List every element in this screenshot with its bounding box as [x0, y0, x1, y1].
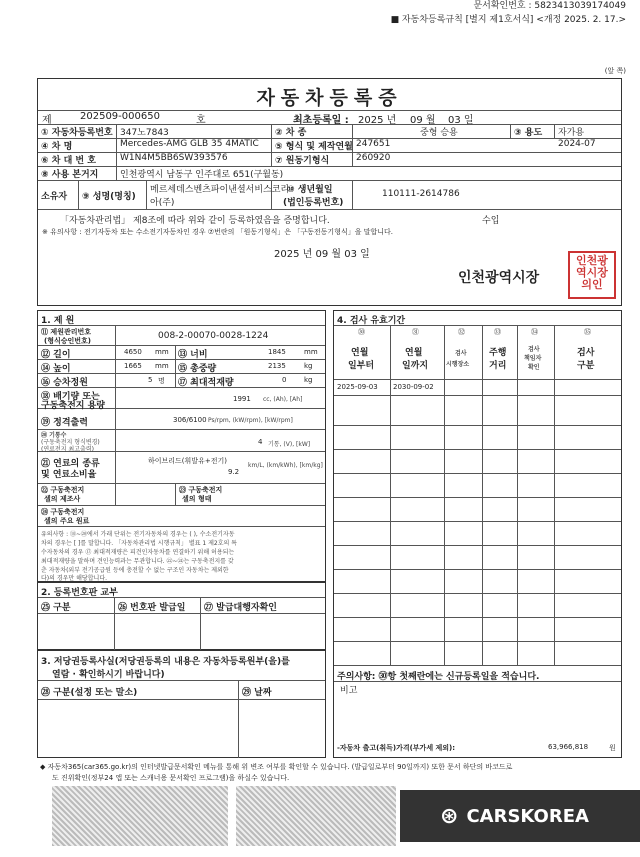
insp-h4: 주행 [489, 348, 507, 358]
disp-label: ⑱ 배기량 또는 [41, 392, 100, 402]
owner-name-line2: 아(주) [150, 198, 175, 208]
engine-label: ⑦ 원동기형식 [275, 156, 330, 166]
load-label: ⑰ 최대적재량 [178, 378, 234, 388]
insp-h4b: 거리 [489, 361, 507, 371]
bat-form-label: ㉓ 구동축전지 [179, 486, 223, 494]
cyl-unit: 기통, (V), [kW] [268, 441, 311, 448]
carskorea-logo-icon: ⊛ [440, 803, 459, 829]
form-code-value: 247651 [356, 139, 391, 149]
statement-line1: 「자동차관리법」 제8조에 따라 위와 같이 등록하였음을 증명합니다. [60, 216, 330, 226]
reg-no-value: 347노7843 [120, 128, 169, 138]
insp-h-num-3: ㉜ [458, 328, 465, 336]
insp-h-num-5: ㉞ [531, 328, 538, 336]
insp-h2: 연월 [405, 348, 423, 358]
fuel-value: 하이브리드(휘발유+전기) [148, 457, 227, 465]
plate-col-agent: ㉗ 발급대행자확인 [204, 603, 277, 613]
load-value: 0 [282, 376, 287, 384]
carskorea-brand: CARSKOREA [466, 805, 589, 827]
load-unit: kg [304, 376, 313, 384]
page-side: (앞 쪽) [604, 67, 626, 75]
insp-h1: 연월 [351, 348, 369, 358]
insp-h1b: 일부터 [348, 361, 375, 371]
power-unit: Ps/rpm, (kW/rpm), [kW/rpm] [208, 417, 293, 424]
weight-unit: kg [304, 362, 313, 370]
spec-note-5: 춘 자동차(외부 전기공급원 등에 충전할 수 없는 구조인 자동차는 제외한 [41, 567, 229, 574]
inspection-caution: 주의사항: ㉚항 첫째란에는 신규등록일을 적습니다. [337, 672, 540, 682]
rule-reference: ■ 자동차등록규칙 [별지 제1호서식] <개정 2025. 2. 17.> [390, 15, 626, 25]
spec-note-1: 유의사항 : ⑱~⑳에서 가래 단위는 전기자동차의 경우는 ( ), 수소전기자동 [41, 531, 235, 538]
owner-birth-label: ⑩ 생년월일 [287, 185, 333, 195]
weight-value: 2135 [268, 362, 286, 370]
doc-confirm-number: 문서확인번호 : 5823413039174049 [473, 1, 626, 11]
reg-no-label: ① 자동차등록번호 [41, 128, 113, 138]
engine-value: 260920 [356, 153, 391, 163]
carskorea-banner [400, 790, 640, 842]
first-reg-year: 2025 년 [358, 115, 397, 126]
fuel-unit: km/L, (km/kWh), [km/kg] [248, 462, 323, 469]
height-unit: mm [155, 362, 169, 370]
spec-note-3: 수자동차의 경우 ⑰ 최대적재량은 피견인자동차를 연결하기 위해 허용되는 [41, 549, 235, 556]
insp-h5: 검사 [528, 346, 540, 353]
first-reg-month: 09 월 [410, 115, 436, 126]
cert-no-label: 제 [42, 115, 52, 126]
cyl-label2: (구동축전지 형식변경) [41, 439, 100, 446]
owner-name-label: ⑨ 성명(명칭) [82, 192, 136, 202]
weight-label: ⑮ 총중량 [178, 364, 217, 374]
plate-section-title: 2. 등록번호판 교부 [41, 588, 118, 598]
footer-line1: ◆ 자동차365(car365.go.kr)의 인터넷발급문서확인 메뉴를 통해 위 변조 여부를 확인할 수 있습니다. (발급일로부터 90일까지) 또한 문서 하단의 바코드로 [40, 763, 513, 771]
insp-h2b: 일까지 [402, 361, 429, 371]
seats-label: ⑯ 승차정원 [41, 378, 88, 388]
price-label: -자동차 출고(취득)가격(부가세 제외): [337, 744, 456, 752]
width-unit: mm [304, 348, 318, 356]
approval-value: 008-2-00070-0028-1224 [158, 331, 269, 341]
issuer-name: 인천광역시장 [458, 270, 540, 286]
location-value: 인천광역시 남동구 인주대로 651(구월동) [120, 170, 284, 180]
spec-note-4: 최대적재량을 말하며 견인능력과는 무관합니다. ㉒~㉔는 구동축전지를 갖 [41, 558, 234, 565]
bat-maker-label2: 셀의 제조사 [44, 495, 81, 503]
width-label: ⑬ 너비 [178, 350, 208, 360]
power-label: ⑲ 정격출력 [41, 418, 88, 428]
cyl-value: 4 [258, 438, 263, 446]
owner-birth-label2: (법인등록번호) [283, 198, 344, 208]
form-date-value: 2024-07 [558, 139, 596, 149]
model-label: ④ 차 명 [41, 142, 73, 152]
insp-row1-to: 2030-09-02 [393, 383, 434, 391]
type-value: 중형 승용 [420, 128, 458, 138]
disp-value: 1991 [233, 395, 251, 403]
insp-h5b: 책임자 [524, 355, 542, 362]
inspection-box [333, 310, 622, 758]
insp-h6: 검사 [577, 348, 595, 358]
barcode-1 [52, 786, 228, 846]
remark-label: 비고 [340, 686, 358, 696]
insp-h3b: 시행장소 [446, 361, 470, 368]
bat-mat-label2: 셀의 주요 원료 [44, 517, 90, 525]
vin-label: ⑥ 차 대 번 호 [41, 156, 96, 166]
price-value: 63,966,818 [548, 743, 589, 751]
spec-section-title: 1. 제 원 [41, 316, 75, 326]
disp-unit: cc, (Ah), [Ah] [263, 396, 303, 403]
width-value: 1845 [268, 348, 286, 356]
lien-box [37, 650, 326, 758]
seats-unit: 명 [158, 377, 165, 385]
fuel-label2: 및 연료소비율 [41, 470, 97, 480]
spec-note-6: 다)의 경우만 해당합니다. [41, 575, 108, 582]
disp-label2: 구동축전지 용량 [41, 401, 105, 411]
use-label: ③ 용도 [514, 128, 543, 138]
height-label: ⑭ 높이 [41, 364, 71, 374]
plate-box [37, 582, 326, 650]
statement-line2: ※ 유의사항 : 전기자동차 또는 수소전기자동차인 경우 ⑦번란의 「원동기형식」은 「구동전동기형식」을 말합니다. [42, 228, 393, 236]
cert-no-suffix: 호 [196, 115, 206, 126]
issue-date: 2025 년 09 월 03 일 [274, 249, 370, 260]
lien-section-title: 3. 저당권등록사실(저당권등록의 내용은 자동차등록원부(을)를 [41, 657, 290, 667]
spec-box [37, 310, 326, 582]
owner-name-line1: 메르세데스벤츠파이낸셜서비스코리 [150, 185, 290, 195]
plate-col-issue-date: ㉖ 번호판 발급일 [118, 603, 186, 613]
location-label: ⑧ 사용 본거지 [41, 170, 99, 180]
price-unit: 원 [609, 744, 616, 752]
length-unit: mm [155, 348, 169, 356]
lien-col-date: ㉙ 날짜 [242, 688, 272, 698]
insp-h-num-6: ㉟ [584, 328, 591, 336]
form-year-label: ⑤ 형식 및 제작연월 [275, 142, 353, 152]
certificate-title: 자동차등록증 [256, 87, 403, 109]
approval-label: ⑪ 제원관리번호 [41, 328, 92, 336]
footer-line2: 도 진위확인(정부24 앱 또는 스캐너용 문서확인 프로그램)을 하실수 있습니다. [52, 774, 290, 782]
first-reg-day: 03 일 [448, 115, 474, 126]
model-value: Mercedes-AMG GLB 35 4MATIC [120, 139, 259, 149]
fuel-label: ㉑ 연료의 종류 [41, 459, 100, 469]
spec-note-2: 차의 경우는 [ ]를 말합니다. 「자동차관리법 시행규칙」 별표 1 제2호의 특 [41, 540, 237, 547]
cyl-label: ⑳ 기통수 [41, 432, 67, 439]
insp-row1-from: 2025-09-03 [337, 383, 378, 391]
fuel-eff-value: 9.2 [228, 468, 240, 476]
lien-col-type: ㉘ 구분(설정 또는 말소) [41, 688, 138, 698]
certificate-box [37, 78, 622, 306]
statement-suffix: 수입 [482, 216, 500, 226]
insp-h3: 검사 [455, 350, 467, 357]
seats-value: 5 [148, 376, 153, 384]
use-value: 자가용 [558, 128, 585, 138]
approval-label2: (형식승인번호) [44, 337, 91, 345]
owner-label: 소유자 [41, 192, 68, 202]
issuer-seal: 인천광역시장의인 [568, 251, 616, 299]
plate-col-type: ㉕ 구분 [41, 603, 71, 613]
lien-section-title2: 열람 · 확인하시기 바랍니다) [52, 670, 165, 680]
power-value: 306/6100 [173, 416, 207, 424]
insp-h-num-2: ㉛ [412, 328, 419, 336]
owner-birth-value: 110111-2614786 [382, 189, 460, 199]
inspection-section-title: 4. 검사 유효기간 [337, 316, 406, 326]
bat-form-label2: 셀의 형태 [182, 495, 212, 503]
height-value: 1665 [124, 362, 142, 370]
first-reg-label: 최초등록일 : [293, 115, 349, 126]
bat-mat-label: ㉔ 구동축전지 [41, 508, 85, 516]
insp-h-num-1: ㉚ [358, 328, 365, 336]
insp-h6b: 구분 [577, 361, 595, 371]
insp-h-num-4: ㉝ [494, 328, 501, 336]
bat-maker-label: ㉒ 구동축전지 [41, 486, 85, 494]
cert-no-value: 202509-000650 [80, 111, 160, 122]
cyl-label3: (연료전지 최고출력) [41, 446, 94, 453]
length-label: ⑫ 길이 [41, 350, 71, 360]
length-value: 4650 [124, 348, 142, 356]
insp-h5c: 확인 [528, 364, 540, 371]
barcode-2 [236, 786, 396, 846]
vin-value: W1N4M5BB6SW393576 [120, 153, 228, 163]
type-label: ② 차 종 [275, 128, 307, 138]
